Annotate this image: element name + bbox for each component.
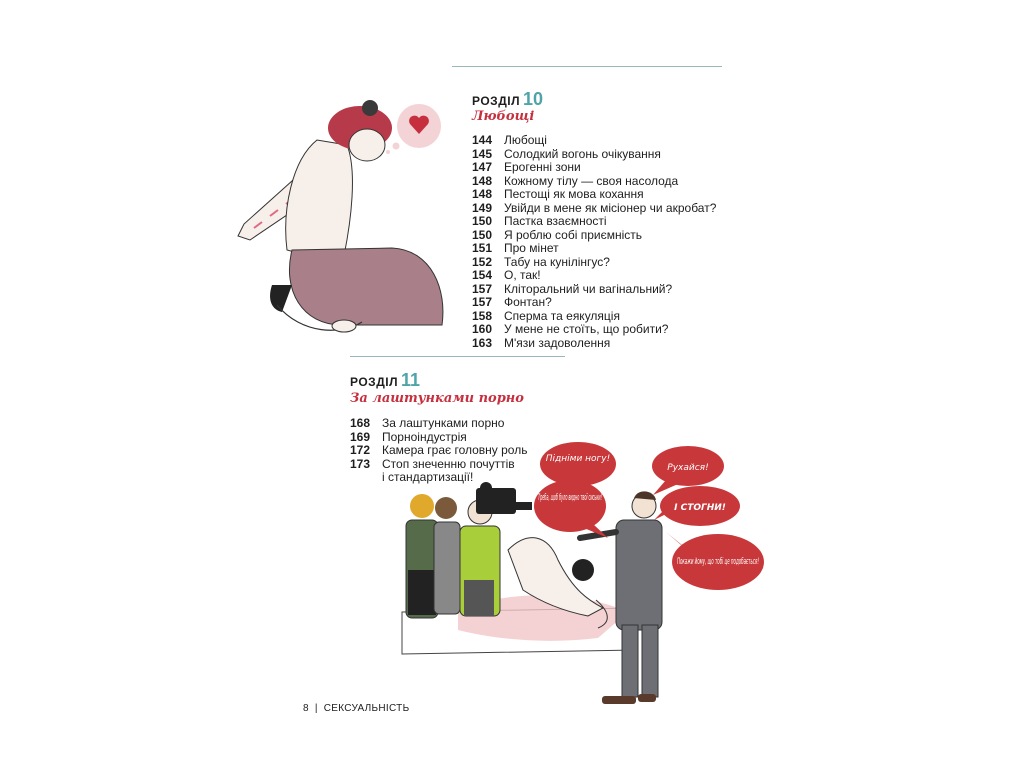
footer-separator: | [314, 703, 318, 714]
toc-entry[interactable] [472, 161, 716, 175]
toc-entry[interactable] [472, 215, 716, 229]
toc-entry-title-line1: Стоп знеченню почуттів [382, 456, 515, 471]
toc-entry[interactable] [472, 175, 716, 189]
toc-page-number: 147 [472, 160, 493, 174]
toc-entry-title: Табу на кунілінгус? [504, 254, 610, 269]
toc-entry[interactable] [472, 337, 716, 351]
toc-entry-title: О, так! [504, 268, 541, 282]
toc-entry-title: Ерогенні зони [504, 160, 581, 174]
toc-page-number: 145 [472, 146, 493, 161]
toc-page-number: 169 [350, 429, 371, 444]
bubble-text: Треба, щоб було видно твої сиськи! [538, 493, 602, 503]
toc-page-number: 163 [472, 335, 493, 350]
toc-page-number: 173 [350, 456, 371, 471]
toc-entry-title: Любощі [504, 133, 547, 147]
toc-entry[interactable] [472, 310, 716, 324]
section-divider [350, 356, 565, 357]
section-10-contents [472, 134, 716, 350]
toc-entry[interactable] [472, 242, 716, 256]
section-11-label: РОЗДІЛ [350, 375, 398, 389]
page-footer [303, 703, 409, 714]
section-11-title: За лаштунками порно [350, 391, 524, 406]
toc-entry[interactable] [472, 323, 716, 337]
thought-bubble-dot [386, 150, 390, 154]
bubble-text: Покажи йому, що тобі це подобається! [677, 557, 759, 567]
toc-page-number: 151 [472, 241, 493, 255]
toc-page-number: 150 [472, 214, 493, 228]
toc-entry-title: Кожному тілу — своя насолода [504, 173, 679, 188]
toc-entry[interactable] [472, 134, 716, 148]
toc-entry-title: Пестощі як мова кохання [504, 187, 644, 201]
toc-entry[interactable] [472, 229, 716, 243]
film-set-illustration [398, 440, 790, 715]
toc-entry[interactable] [472, 188, 716, 202]
toc-page-number: 144 [472, 133, 493, 147]
bubble-text: І СТОГНИ! [674, 503, 726, 513]
book-section-name: СЕКСУАЛЬНІСТЬ [323, 703, 410, 714]
section-11-heading [350, 370, 420, 391]
toc-entry-title-line2: і стандартизації! [382, 470, 474, 484]
section-10-number: 10 [523, 89, 544, 109]
toc-entry-title: Порноіндустрія [382, 429, 467, 444]
toc-entry-title: Я роблю собі приємність [504, 227, 642, 242]
toc-entry-title: Увійди в мене як місіонер чи акробат? [504, 200, 717, 215]
top-divider [452, 66, 722, 67]
toc-page-number: 148 [472, 173, 493, 188]
bubble-text: Підніми ногу! [545, 454, 611, 464]
toc-entry-title: Солодкий вогонь очікування [504, 146, 661, 161]
toc-entry[interactable] [472, 256, 716, 270]
toc-page-number: 160 [472, 322, 493, 336]
toc-entry-title: Кліторальний чи вагінальний? [504, 281, 673, 296]
toc-page-number: 172 [350, 443, 371, 457]
toc-entry-title: Пастка взаємності [504, 214, 607, 228]
speech-bubble [534, 480, 606, 532]
toc-entry[interactable] [472, 283, 716, 297]
toc-page-number: 157 [472, 295, 493, 309]
toc-entry-title: У мене не стоїть, що робити? [504, 322, 669, 336]
toc-page-number: 152 [472, 254, 493, 269]
toc-entry[interactable] [472, 296, 716, 310]
toc-page-number: 154 [472, 268, 493, 282]
seated-woman-illustration [232, 100, 452, 345]
toc-entry[interactable] [350, 417, 527, 431]
toc-page-number: 148 [472, 187, 493, 201]
toc-entry-title: Фонтан? [504, 295, 552, 309]
toc-page-number: 168 [350, 416, 371, 430]
toc-entry-title: Сперма та еякуляція [504, 308, 620, 323]
toc-entry-title: Камера грає головну роль [382, 443, 528, 457]
bubble-text: Рухайся! [667, 463, 709, 473]
toc-page-number: 158 [472, 308, 493, 323]
section-10-title: Любощі [472, 109, 535, 124]
toc-entry-title: Про мінет [504, 241, 559, 255]
toc-entry[interactable] [472, 148, 716, 162]
section-10-heading [472, 89, 543, 110]
toc-page-number: 157 [472, 281, 493, 296]
toc-entry[interactable] [472, 202, 716, 216]
toc-page-number: 150 [472, 227, 493, 242]
section-10-label: РОЗДІЛ [472, 94, 520, 108]
toc-entry-title: М'язи задоволення [504, 335, 611, 350]
section-11-number: 11 [401, 370, 421, 390]
toc-page-number: 149 [472, 200, 493, 215]
page-number: 8 [303, 703, 309, 714]
toc-entry-title: За лаштунками порно [382, 416, 505, 430]
thought-bubble-dot [393, 143, 400, 150]
speech-bubble [540, 442, 616, 486]
toc-entry[interactable] [472, 269, 716, 283]
